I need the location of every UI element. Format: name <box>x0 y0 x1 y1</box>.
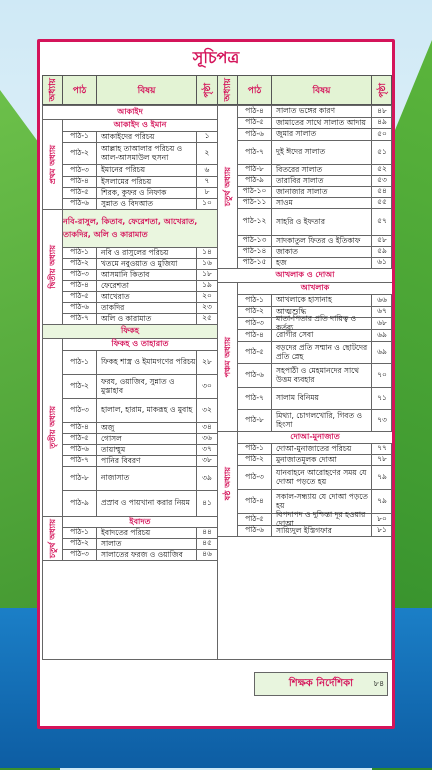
section-heading: আকাইদ ও ইমান <box>63 120 217 132</box>
header-subject: বিষয় <box>97 76 197 104</box>
lesson-subject: তায়াম্মুম <box>97 445 197 455</box>
lesson-subject: তারাবির সালাত <box>272 176 372 186</box>
lesson-page: ৮ <box>204 187 210 196</box>
toc-row <box>238 342 392 364</box>
lesson-number: পাঠ-৩ <box>63 165 97 176</box>
lesson-page: ৬৯ <box>377 346 387 356</box>
lesson-page: ৪৬ <box>202 549 212 558</box>
lesson-page: ৫২ <box>377 164 387 173</box>
lesson-subject: অলি ও কারামাত <box>97 314 197 324</box>
lesson-page: ৭৯ <box>377 471 387 481</box>
lesson-number: পাঠ-৪ <box>238 106 272 117</box>
lesson-page: ৫৪ <box>377 186 387 195</box>
lesson-subject: সহপাঠী ও মেহমানদের সাথে উত্তম ব্যবহার <box>272 364 372 387</box>
lesson-number: পাঠ-৪ <box>63 281 97 291</box>
lesson-page: ৪৯ <box>377 117 387 126</box>
lesson-subject: সালাত ভঙ্গের কারণ <box>272 106 372 117</box>
chapter-band <box>43 210 63 325</box>
lesson-subject: ইবাদতের পরিচয় <box>97 528 197 538</box>
lesson-number: পাঠ-২ <box>63 259 97 269</box>
lesson-page: ৩৬ <box>202 433 212 442</box>
lesson-number: পাঠ-৩ <box>63 270 97 280</box>
lesson-subject: সায়্যিদুল ইস্তিগফার <box>272 526 372 536</box>
lesson-page: ১৯ <box>202 280 212 289</box>
section-heading: ইবাদত <box>63 517 217 528</box>
toc-row <box>238 258 392 269</box>
section-heading: ফিকহ <box>43 325 217 339</box>
section-heading: আখলাক ও দোআ <box>218 269 392 283</box>
lesson-subject: প্রস্রাব ও পায়খানা করার নিয়ম <box>97 491 197 516</box>
lesson-subject: আসমানি কিতাব <box>97 270 197 280</box>
lesson-number: পাঠ-১ <box>63 132 97 142</box>
lesson-subject: সালাতের ফরজ ও ওয়াজিব <box>97 550 197 560</box>
left-column <box>42 105 218 660</box>
lesson-page: ১ <box>204 131 210 140</box>
lesson-page: ৬৯ <box>377 329 387 339</box>
toc-row <box>63 143 217 165</box>
chapter-band <box>43 339 63 517</box>
header-lesson: পাঠ <box>63 76 97 104</box>
lesson-page: ৭৩ <box>377 414 387 424</box>
lesson-page: ৩২ <box>202 404 212 414</box>
lesson-number: পাঠ-৮ <box>238 410 272 431</box>
toc-row <box>238 209 392 236</box>
lesson-page: ৬৬ <box>377 294 387 304</box>
toc-row <box>63 467 217 491</box>
page-title: সূচিপত্র <box>192 48 240 67</box>
lesson-number: পাঠ-৮ <box>238 165 272 175</box>
chapter-label: প্রথম অধ্যায় <box>48 144 57 185</box>
lesson-subject: মিথ্যা, চোগলখোরি, গিবত ও হিংসা <box>272 410 372 431</box>
chapter-label: দ্বিতীয় অধ্যায় <box>48 245 57 289</box>
lesson-subject: তাকদির <box>97 303 197 313</box>
lesson-subject: আল্লাহ তাআলার পরিচয় ও আল-আসমাউল হুসনা <box>97 143 197 164</box>
lesson-number: পাঠ-৭ <box>238 388 272 409</box>
lesson-number: পাঠ-৫ <box>63 434 97 444</box>
lesson-number: পাঠ-৪ <box>63 177 97 187</box>
toc-row <box>63 399 217 423</box>
lesson-subject: দোআ-মুনাজাতের পরিচয় <box>272 444 372 454</box>
lesson-number: পাঠ-৭ <box>238 141 272 164</box>
lesson-page: ৮০ <box>377 513 387 523</box>
toc-row <box>63 314 217 325</box>
lesson-page: ৮১ <box>377 525 387 534</box>
chapter-band <box>218 283 238 432</box>
lesson-subject: বিতরের সালাত <box>272 165 372 175</box>
lesson-number: পাঠ-১ <box>63 351 97 374</box>
lesson-page: ৫৮ <box>377 235 387 244</box>
lesson-page: ৩৭ <box>202 444 212 453</box>
lesson-page: ৬৭ <box>377 306 387 315</box>
lesson-page: ৬৮ <box>377 317 387 327</box>
lesson-page: ৪৫ <box>202 538 212 547</box>
lesson-page: ১৬ <box>202 258 212 267</box>
toc-row <box>63 351 217 375</box>
lesson-page: ৫৫ <box>377 197 387 206</box>
lesson-page: ৩৮ <box>202 455 212 464</box>
toc-row <box>238 364 392 388</box>
lesson-number: পাঠ-২ <box>63 539 97 549</box>
lesson-page: ৬১ <box>377 257 387 266</box>
chapter-label: চতুর্থ অধ্যায় <box>223 167 232 207</box>
teacher-guide-page: ৮৪ <box>373 678 385 688</box>
lesson-page: ৩৯ <box>202 472 212 482</box>
chapter-label: চতুর্থ অধ্যায় <box>48 518 57 559</box>
lesson-number: পাঠ-১৩ <box>238 236 272 246</box>
lesson-number: পাঠ-৯ <box>238 176 272 186</box>
lesson-subject: সাওম <box>272 198 372 208</box>
lesson-page: ৭৭ <box>377 443 387 452</box>
lesson-page: ৫০ <box>377 128 387 138</box>
lesson-page: ১৪ <box>202 247 212 256</box>
lesson-number: পাঠ-৫ <box>238 514 272 525</box>
toc-row <box>238 466 392 490</box>
section-heading: ফিকহ ও তাহারাত <box>63 339 217 351</box>
chapter-band <box>43 120 63 210</box>
lesson-subject: ফিকহ শাস্ত্র ও ইমামগণের পরিচয় <box>97 351 197 374</box>
lesson-subject: সুন্নাত ও বিদআত <box>97 199 197 209</box>
lesson-subject: জামাতের সাথে সালাত আদায় <box>272 118 372 128</box>
lesson-subject: ইমানের পরিচয় <box>97 165 197 176</box>
teacher-guide-row <box>254 672 388 696</box>
header-subject-right: বিষয় <box>272 76 372 104</box>
toc-card <box>37 39 395 729</box>
lesson-subject: মাতা-পিতার প্রতি দায়িত্ব ও কর্তব্য <box>272 318 372 329</box>
section-heading: নবি-রাসুল, কিতাব, ফেরেশতা, আখেরাত, তাকদির, অলি ও কারামাত <box>63 210 217 248</box>
lesson-subject: ফেরেশতা <box>97 281 197 291</box>
lesson-number: পাঠ-১ <box>238 444 272 454</box>
lesson-subject: মুনাজাতমূলক দোআ <box>272 455 372 465</box>
lesson-subject: জাকাত <box>272 247 372 257</box>
toc-row <box>238 526 392 537</box>
toc-row <box>63 456 217 467</box>
lesson-number: পাঠ-৭ <box>63 456 97 466</box>
lesson-number: পাঠ-৩ <box>63 399 97 422</box>
lesson-number: পাঠ-৩ <box>238 318 272 329</box>
lesson-subject: হজ <box>272 258 372 268</box>
lesson-page: ৪৮ <box>377 105 387 115</box>
toc-row <box>238 330 392 342</box>
lesson-page: ৬ <box>204 164 210 174</box>
lesson-subject: সকাল-সন্ধ্যায় যে দোআ পড়তে হয় <box>272 490 372 513</box>
lesson-number: পাঠ-২ <box>238 455 272 465</box>
lesson-number: পাঠ-৬ <box>238 129 272 140</box>
chapter-label: তৃতীয় অধ্যায় <box>48 406 57 449</box>
toc-row <box>238 129 392 141</box>
lesson-subject: আকাইদের পরিচয় <box>97 132 197 142</box>
lesson-number: পাঠ-২ <box>238 307 272 317</box>
right-header <box>217 75 392 105</box>
lesson-number: পাঠ-১ <box>238 295 272 306</box>
lesson-page: ২৩ <box>202 302 212 311</box>
chapter-band <box>218 432 238 537</box>
toc-row <box>238 455 392 466</box>
lesson-number: পাঠ-১ <box>63 528 97 538</box>
lesson-number: পাঠ-১১ <box>238 198 272 208</box>
lesson-page: ৪১ <box>202 497 212 507</box>
lesson-page: ৫১ <box>377 146 387 156</box>
chapter-band <box>218 106 238 269</box>
lesson-number: পাঠ-৬ <box>63 303 97 313</box>
lesson-number: পাঠ-৭ <box>63 314 97 324</box>
chapter-band <box>43 517 63 561</box>
lesson-page: ২৫ <box>202 313 212 322</box>
toc-row <box>238 118 392 129</box>
toc-row <box>63 132 217 143</box>
lesson-subject: খতমে নবুওয়াত ও মুজিযা <box>97 259 197 269</box>
lesson-page: ৪৪ <box>202 527 212 536</box>
lesson-number: পাঠ-৬ <box>238 364 272 387</box>
lesson-subject: সালাত <box>97 539 197 549</box>
toc-row <box>63 199 217 210</box>
header-lesson-right: পাঠ <box>238 76 272 104</box>
lesson-page: ৭১ <box>377 392 387 402</box>
lesson-number: পাঠ-৫ <box>238 342 272 363</box>
lesson-number: পাঠ-৬ <box>238 526 272 536</box>
lesson-number: পাঠ-২ <box>63 143 97 164</box>
lesson-subject: রোগীর সেবা <box>272 330 372 341</box>
lesson-subject: সাহরি ও ইফতার <box>272 209 372 235</box>
toc-row <box>238 313 392 332</box>
header-page-right: পৃষ্ঠা <box>377 82 388 98</box>
lesson-number: পাঠ-৩ <box>63 550 97 560</box>
section-heading: দোআ-মুনাজাত <box>238 432 392 444</box>
lesson-subject: অজু <box>97 423 197 433</box>
toc-row <box>238 410 392 432</box>
chapter-label: ষষ্ঠ অধ্যায় <box>223 467 232 501</box>
header-page: পৃষ্ঠা <box>202 82 213 98</box>
lesson-number: পাঠ-৪ <box>238 330 272 341</box>
lesson-subject: আত্মশুদ্ধি <box>272 307 372 317</box>
chapter-label: পঞ্চম অধ্যায় <box>223 336 232 378</box>
lesson-subject: যানবাহনে আরোহণের সময় যে দোআ পড়তে হয় <box>272 466 372 489</box>
lesson-number: পাঠ-১২ <box>238 209 272 235</box>
lesson-subject: নবি ও রাসুলের পরিচয় <box>97 248 197 258</box>
lesson-subject: ইসলামের পরিচয় <box>97 177 197 187</box>
lesson-page: ৫৩ <box>377 175 387 184</box>
lesson-page: ২ <box>204 147 210 157</box>
lesson-subject: হালাল, হারাম, মাকরূহ ও মুবাহ <box>97 399 197 422</box>
lesson-page: ৭০ <box>377 369 387 379</box>
lesson-page: ৭৮ <box>377 454 387 463</box>
lesson-number: পাঠ-৬ <box>63 199 97 209</box>
header-chapter-right: অধ্যায় <box>218 76 238 104</box>
lesson-subject: বিপদাপদ ও দুশ্চিন্তা দূর হওয়ার দোআ <box>272 514 372 525</box>
header-chapter: অধ্যায় <box>43 76 63 104</box>
section-heading: আখলাক <box>238 283 392 295</box>
lesson-number: পাঠ-৯ <box>63 491 97 516</box>
lesson-number: পাঠ-৮ <box>63 467 97 490</box>
lesson-subject: বড়দের প্রতি সম্মান ও ছোটদের প্রতি স্নেহ <box>272 342 372 363</box>
lesson-subject: গোসল <box>97 434 197 444</box>
lesson-number: পাঠ-১৫ <box>238 258 272 268</box>
toc-row <box>238 388 392 410</box>
lesson-number: পাঠ-৬ <box>63 445 97 455</box>
lesson-subject: ফরয, ওয়াজিব, সুন্নাত ও মুস্তাহাব <box>97 375 197 398</box>
lesson-subject: জুমার সালাত <box>272 129 372 140</box>
right-column <box>217 105 392 660</box>
toc-row <box>238 198 392 209</box>
toc-row <box>238 141 392 165</box>
lesson-page: ৩০ <box>202 380 212 390</box>
lesson-page: ২৮ <box>202 356 212 366</box>
lesson-page: ৭ <box>204 176 210 185</box>
lesson-subject: আখলাকে হাসানাহ <box>272 295 372 306</box>
lesson-number: পাঠ-১৪ <box>238 247 272 257</box>
lesson-subject: সাদকাতুল ফিতর ও ইতিকাফ <box>272 236 372 246</box>
lesson-number: পাঠ-৪ <box>238 490 272 513</box>
lesson-subject: দুই ঈদের সালাত <box>272 141 372 164</box>
lesson-subject: পানির বিবরণ <box>97 456 197 466</box>
lesson-page: ৭৯ <box>377 495 387 505</box>
toc-row <box>63 375 217 399</box>
lesson-number: পাঠ-১০ <box>238 187 272 197</box>
toc-row <box>63 491 217 517</box>
teacher-guide-label: শিক্ষক নির্দেশিকা <box>288 677 354 689</box>
lesson-number: পাঠ-৫ <box>63 292 97 302</box>
lesson-number: পাঠ-৫ <box>238 118 272 128</box>
lesson-number: পাঠ-৫ <box>63 188 97 198</box>
lesson-subject: জানাজার সালাত <box>272 187 372 197</box>
lesson-subject: আখেরাত <box>97 292 197 302</box>
lesson-subject: শিরক, কুফর ও নিফাক <box>97 188 197 198</box>
lesson-page: ৫৯ <box>377 246 387 255</box>
lesson-number: পাঠ-৩ <box>238 466 272 489</box>
lesson-page: ১৮ <box>202 269 212 278</box>
lesson-page: ৩৪ <box>202 422 212 431</box>
lesson-subject: নাজাসাত <box>97 467 197 490</box>
lesson-page: ৫৭ <box>377 216 387 225</box>
lesson-subject: সালাম বিনিময় <box>272 388 372 409</box>
lesson-number: পাঠ-৪ <box>63 423 97 433</box>
lesson-number: পাঠ-১ <box>63 248 97 258</box>
lesson-number: পাঠ-২ <box>63 375 97 398</box>
toc-row <box>63 550 217 561</box>
lesson-page: ১০ <box>202 198 212 207</box>
lesson-page: ২০ <box>202 291 212 300</box>
left-header <box>42 75 218 105</box>
section-heading: আকাইদ <box>43 106 217 120</box>
